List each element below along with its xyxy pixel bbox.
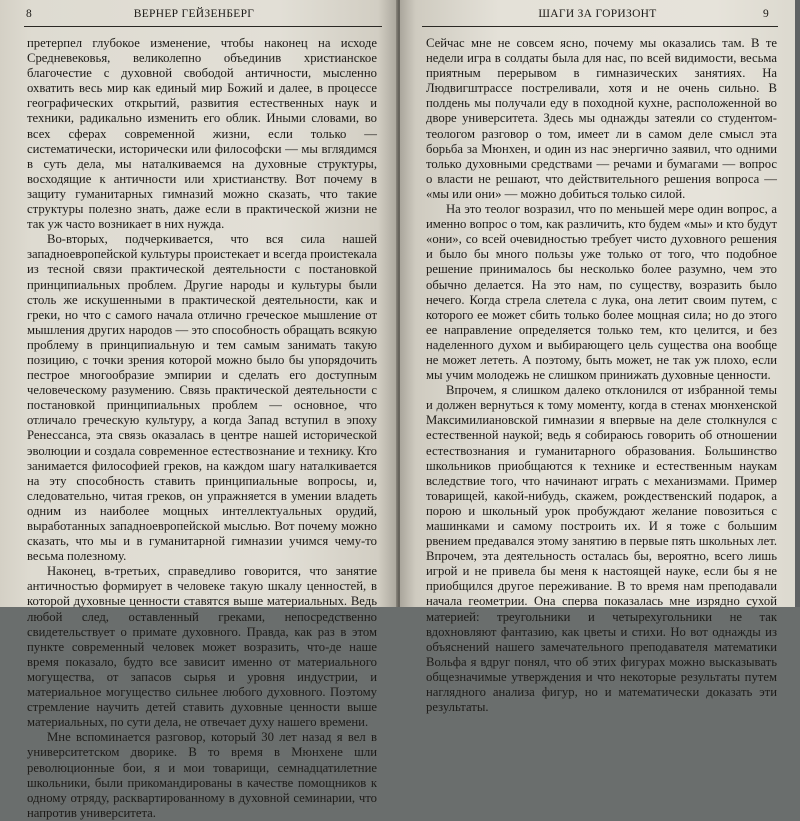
page-number: 9 (762, 8, 769, 20)
right-body-text (426, 36, 777, 715)
page-edge-shadow (795, 0, 800, 607)
paragraph: Наконец, в-третьих, справедливо говорится, что занятие античностью формирует в человеке такую шкалу ценностей, в которой духовные ценности ставятся выше материальных. Ведь любой след, оставленный греками, непосредственно свидетельствует о примате духовного. Правда, как раз в этом пункте современный человек может возразить, что-де наше время показало, будто все зависит именно от материального могущества, от запасов сырья и уровня индустрии, и материальное могущество сильнее любого духовного. Поэтому стремление научить детей ставить духовные ценности выше материальных, по сути дела, не отвечает духу нашего времени. (27, 564, 377, 730)
paragraph: На это теолог возразил, что по меньшей мере один вопрос, а именно вопрос о том, как различить, кто будем «мы» и кто будут «они», со всей очевидностью требует чисто духовного решения и было бы много пользы уже только от того, что подобное решение принималось бы несколько более разумно, чем это обычно делается. На это нам, по существу, возразить было нечего. Когда стрела слетела с лука, она летит своим путем, с которого ее может сбить только более мощная сила; но до этого ее направление определяется только тем, кто целится, и без наделенного духом и выбирающего цель существа она вообще не может лететь. А поэтому, быть может, не так уж плохо, если мы учим молодежь не слишком принижать духовные ценности. (426, 202, 777, 383)
header-rule (422, 26, 778, 27)
right-page (400, 0, 795, 715)
left-body-text (27, 36, 377, 821)
running-head: ШАГИ ЗА ГОРИЗОНТ (538, 8, 657, 20)
paragraph: Сейчас мне не совсем ясно, почему мы оказались там. В те недели игра в солдаты была для нас, по всей видимости, весьма приятным перерывом в гимназических занятиях. На Людвигштрассе постреливали, хотя и не очень сильно. В полдень мы получали еду в походной кухне, расположенной во дворе университета. Здесь мы однажды затеяли со студентом-теологом разговор о том, имеет ли в самом деле смысл эта борьба за Мюнхен, и один из нас энергично заявил, что одними только духовными средствами — речами и бумагами — вопрос о власти не решают, что действительного решения вопроса — «мы или они» — можно добиться только силой. (426, 36, 777, 201)
header-rule (24, 26, 382, 27)
left-page (0, 0, 398, 820)
paragraph: Мне вспоминается разговор, который 30 лет назад я вел в университетском дворике. В то время в Мюнхене шли революционные бои, я и мои товарищи, семнадцатилетние школьники, были прикомандированы в качестве помощников к одному отряду, расквартированному в духовной семинарии, что напротив университета. (27, 730, 377, 820)
paragraph: Впрочем, я слишком далеко отклонился от избранной темы и должен вернуться к тому моменту, когда в стенах мюнхенской Максимилиановской гимназии я впервые на деле столкнулся с естественной наукой; ведь я собираюсь говорить об отношении естествознания и гуманитарного образования. Большинство школьников приобщаются к технике и естественным наукам вследствие того, что начинают играть с механизмами. Пример товарищей, какой-нибудь, скажем, рождественский подарок, а порою и школьный урок пробуждают желание повозиться с машинками и самому построить их. И я тоже с большим рвением предавался этому занятию в первые пять школьных лет. Впрочем, эта деятельность осталась бы, вероятно, всего лишь игрой и не привела бы меня к настоящей науке, если бы я не приобщился другое переживание. В то время нам преподавали начала геометрии. Она сперва показалась мне изрядно сухой материей: треугольники и четырехугольники не так вдохновляют фантазию, как цветы и стихи. Но вот однажды из объяснений нашего замечательного преподавателя математики Вольфа я вдруг понял, что об этих фигурах можно высказывать общезначимые утверждения и что некоторые результаты путем наглядного анализа фигур, но и математически доказать эти результаты. (426, 383, 777, 715)
paragraph: Во-вторых, подчеркивается, что вся сила нашей западноевропейской культуры проистекает и всегда проистекала из тесной связи практической деятельности с постановкой принципиальных проблем. Другие народы и культуры были столь же искушенными в практической деятельности, как и греки, но что с самого начала отлично греческое мышление от мышления других народов — это способность обращать всякую проблему в принципиальную и тем самым занимать такую позицию, с точки зрения которой можно было бы упорядочить пестрое многообразие эмпирии и сделать его доступным человеческому разумению. Связь практической деятельности с постановкой принципиальных проблем — основное, что отличало греческую культуру, а когда Запад вступил в эпоху Ренессанса, эта связь оказалась в центре нашей исторической эволюции и создала современное естествознание и технику. Кто занимается философией греков, на каждом шагу наталкивается на эту способность ставить принципиальные вопросы, и, следовательно, читая греков, он упражняется в умении владеть одним из наиболее мощных интеллектуальных орудий, выработанных западноевропейской мыслью. Вот почему можно сказать, что мы и в гуманитарной гимназии учимся чему-то весьма полезному. (27, 232, 377, 564)
paragraph: претерпел глубокое изменение, чтобы наконец на исходе Средневековья, великолепно объединив христианское благочестие с духовной свободой античности, мысленно охватить весь мир как единый мир Божий и далее, в процессе географических открытий, развития естественных наук и техники, радикально изменить его облик. Иными словами, во всех сферах современной жизни, если только — систематически, исторически или философски — мы вглядимся в суть дела, мы наталкиваемся на духовные структуры, восходящие к античности или христианству. Вот почему в защиту гуманитарных гимназий можно сказать, что такие структуры полезно знать, даже если в практической жизни не так уж часто возникает в них нужда. (27, 36, 377, 232)
page-number: 8 (26, 8, 33, 20)
running-head: ВЕРНЕР ГЕЙЗЕНБЕРГ (133, 8, 255, 20)
